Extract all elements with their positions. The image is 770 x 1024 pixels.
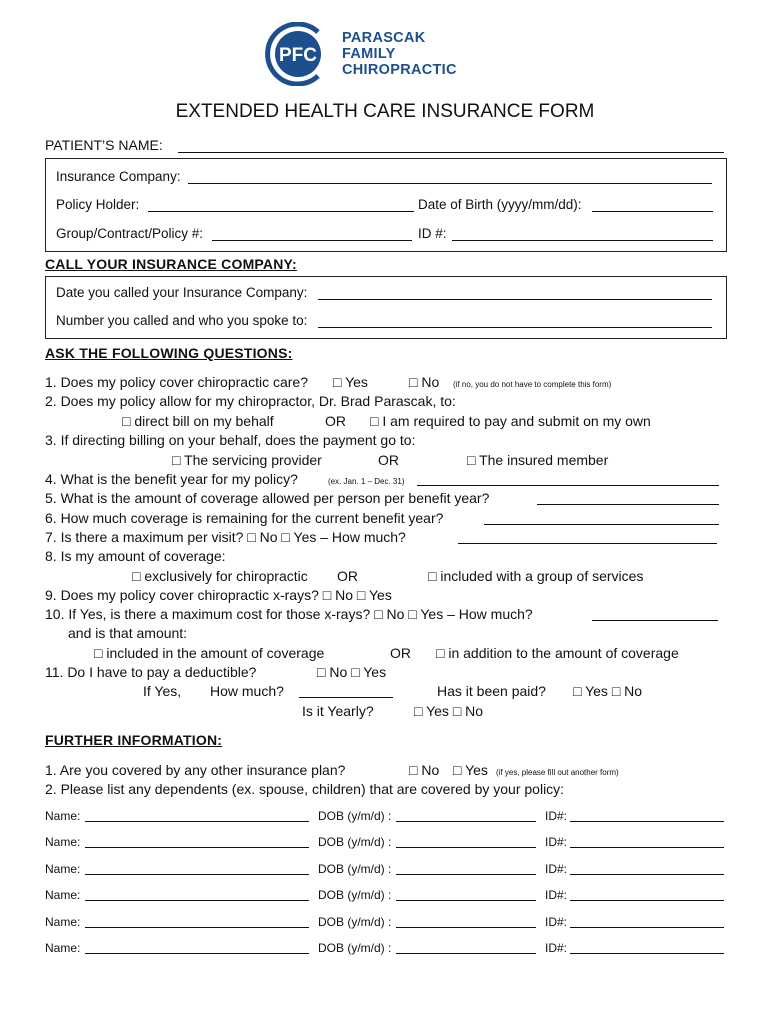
logo-line-1: PARASCAK: [342, 30, 426, 46]
dependent-name-label: Name:: [45, 888, 81, 902]
policy-holder-field[interactable]: [148, 211, 414, 212]
f1-no-checkbox[interactable]: □ No: [409, 762, 440, 778]
q1-no-checkbox[interactable]: □ No: [409, 374, 440, 390]
dependent-id-label: ID#:: [545, 915, 568, 929]
question-1: 1. Does my policy cover chiropractic care?: [45, 374, 308, 390]
number-called-field[interactable]: [318, 327, 712, 328]
dependent-id-label: ID#:: [545, 835, 568, 849]
further-info-heading: FURTHER INFORMATION:: [45, 732, 223, 748]
date-of-birth-label: Date of Birth (yyyy/mm/dd):: [418, 197, 582, 212]
q11-options[interactable]: □ No □ Yes: [317, 664, 387, 680]
q6-answer-field[interactable]: [484, 524, 719, 525]
q2-pay-own-checkbox[interactable]: □ I am required to pay and submit on my own: [370, 413, 651, 429]
dependent-dob-field[interactable]: [396, 874, 536, 875]
dependent-id-field[interactable]: [570, 874, 724, 875]
group-policy-field[interactable]: [212, 240, 412, 241]
q11-how-much: How much?: [210, 683, 284, 699]
group-policy-label: Group/Contract/Policy #:: [56, 226, 204, 241]
dependent-name-label: Name:: [45, 941, 81, 955]
f1-yes-checkbox[interactable]: □ Yes: [453, 762, 488, 778]
q11-yearly-options[interactable]: □ Yes □ No: [414, 703, 484, 719]
dependent-name-field[interactable]: [85, 874, 309, 875]
dependent-id-field[interactable]: [570, 821, 724, 822]
logo-monogram: PFC: [279, 45, 317, 66]
logo-line-2: FAMILY: [342, 46, 396, 62]
dependent-dob-label: DOB (y/m/d) :: [318, 888, 392, 902]
dependent-dob-label: DOB (y/m/d) :: [318, 862, 392, 876]
q3-provider-checkbox[interactable]: □ The servicing provider: [172, 452, 322, 468]
q2-or: OR: [325, 413, 346, 429]
id-number-label: ID #:: [418, 226, 447, 241]
question-8: 8. Is my amount of coverage:: [45, 548, 226, 564]
dependent-id-field[interactable]: [570, 900, 724, 901]
insurance-company-label: Insurance Company:: [56, 169, 181, 184]
q10-or: OR: [390, 645, 411, 661]
policy-holder-label: Policy Holder:: [56, 197, 140, 212]
questions-heading: ASK THE FOLLOWING QUESTIONS:: [45, 345, 293, 361]
q10-included-checkbox[interactable]: □ included in the amount of coverage: [94, 645, 325, 661]
q10-answer-field[interactable]: [592, 620, 718, 621]
dependent-id-field[interactable]: [570, 953, 724, 954]
q3-member-checkbox[interactable]: □ The insured member: [467, 452, 609, 468]
dependent-dob-field[interactable]: [396, 900, 536, 901]
question-3: 3. If directing billing on your behalf, does the payment go to:: [45, 432, 416, 448]
q11-if-yes: If Yes,: [143, 683, 182, 699]
dependent-dob-label: DOB (y/m/d) :: [318, 835, 392, 849]
dependent-name-field[interactable]: [85, 821, 309, 822]
question-5: 5. What is the amount of coverage allowed per person per benefit year?: [45, 490, 490, 506]
id-number-field[interactable]: [452, 240, 713, 241]
question-4: 4. What is the benefit year for my policy?: [45, 471, 298, 487]
patient-name-field[interactable]: [178, 152, 724, 153]
dependent-name-field[interactable]: [85, 900, 309, 901]
patient-name-label: PATIENT’S NAME:: [45, 137, 163, 153]
dependent-id-field[interactable]: [570, 847, 724, 848]
q11-amount-field[interactable]: [299, 697, 393, 698]
question-2: 2. Does my policy allow for my chiropractor, Dr. Brad Parascak, to:: [45, 393, 456, 409]
question-7: 7. Is there a maximum per visit? □ No □ Yes – How much?: [45, 529, 406, 545]
clinic-logo: [262, 22, 482, 86]
dependent-dob-label: DOB (y/m/d) :: [318, 809, 392, 823]
f1-note: (if yes, please fill out another form): [496, 768, 619, 777]
q8-or: OR: [337, 568, 358, 584]
dependent-dob-field[interactable]: [396, 953, 536, 954]
dependent-name-label: Name:: [45, 809, 81, 823]
question-11: 11. Do I have to pay a deductible?: [45, 664, 257, 680]
date-called-field[interactable]: [318, 299, 712, 300]
q11-paid-options[interactable]: □ Yes □ No: [573, 683, 643, 699]
dependent-name-label: Name:: [45, 835, 81, 849]
q7-answer-field[interactable]: [458, 543, 717, 544]
q4-answer-field[interactable]: [417, 485, 719, 486]
date-called-label: Date you called your Insurance Company:: [56, 285, 308, 300]
pfc-monogram-icon: [262, 22, 334, 86]
dependent-id-label: ID#:: [545, 941, 568, 955]
dependent-name-label: Name:: [45, 915, 81, 929]
q2-direct-bill-checkbox[interactable]: □ direct bill on my behalf: [122, 413, 274, 429]
number-called-label: Number you called and who you spoke to:: [56, 313, 308, 328]
question-6: 6. How much coverage is remaining for the current benefit year?: [45, 510, 444, 526]
dependent-id-field[interactable]: [570, 927, 724, 928]
dependent-dob-label: DOB (y/m/d) :: [318, 941, 392, 955]
question-9: 9. Does my policy cover chiropractic x-rays? □ No □ Yes: [45, 587, 392, 603]
dependent-dob-label: DOB (y/m/d) :: [318, 915, 392, 929]
q4-note: (ex. Jan. 1 – Dec. 31): [328, 477, 405, 486]
form-title: EXTENDED HEALTH CARE INSURANCE FORM: [175, 101, 595, 122]
q5-answer-field[interactable]: [537, 504, 719, 505]
further-question-2: 2. Please list any dependents (ex. spouse, children) that are covered by your policy:: [45, 781, 565, 797]
insurance-company-field[interactable]: [188, 183, 712, 184]
further-question-1: 1. Are you covered by any other insurance plan?: [45, 762, 346, 778]
q10-addition-checkbox[interactable]: □ in addition to the amount of coverage: [436, 645, 679, 661]
q8-chiro-checkbox[interactable]: □ exclusively for chiropractic: [132, 568, 308, 584]
call-section-heading: CALL YOUR INSURANCE COMPANY:: [45, 256, 297, 272]
q1-yes-checkbox[interactable]: □ Yes: [333, 374, 368, 390]
question-10-sub: and is that amount:: [68, 625, 188, 641]
q11-yearly: Is it Yearly?: [302, 703, 374, 719]
dependent-id-label: ID#:: [545, 809, 568, 823]
dependent-dob-field[interactable]: [396, 847, 536, 848]
dependent-name-field[interactable]: [85, 847, 309, 848]
dependent-name-field[interactable]: [85, 927, 309, 928]
q8-group-checkbox[interactable]: □ included with a group of services: [428, 568, 644, 584]
dependent-id-label: ID#:: [545, 862, 568, 876]
dependent-id-label: ID#:: [545, 888, 568, 902]
logo-line-3: CHIROPRACTIC: [342, 62, 457, 78]
dependent-name-field[interactable]: [85, 953, 309, 954]
dependent-dob-field[interactable]: [396, 927, 536, 928]
q1-note: (if no, you do not have to complete this form): [453, 380, 612, 389]
dependent-name-label: Name:: [45, 862, 81, 876]
question-10: 10. If Yes, is there a maximum cost for those x-rays? □ No □ Yes – How much?: [45, 606, 533, 622]
q3-or: OR: [378, 452, 399, 468]
dependent-dob-field[interactable]: [396, 821, 536, 822]
date-of-birth-field[interactable]: [592, 211, 713, 212]
q11-paid: Has it been paid?: [437, 683, 546, 699]
